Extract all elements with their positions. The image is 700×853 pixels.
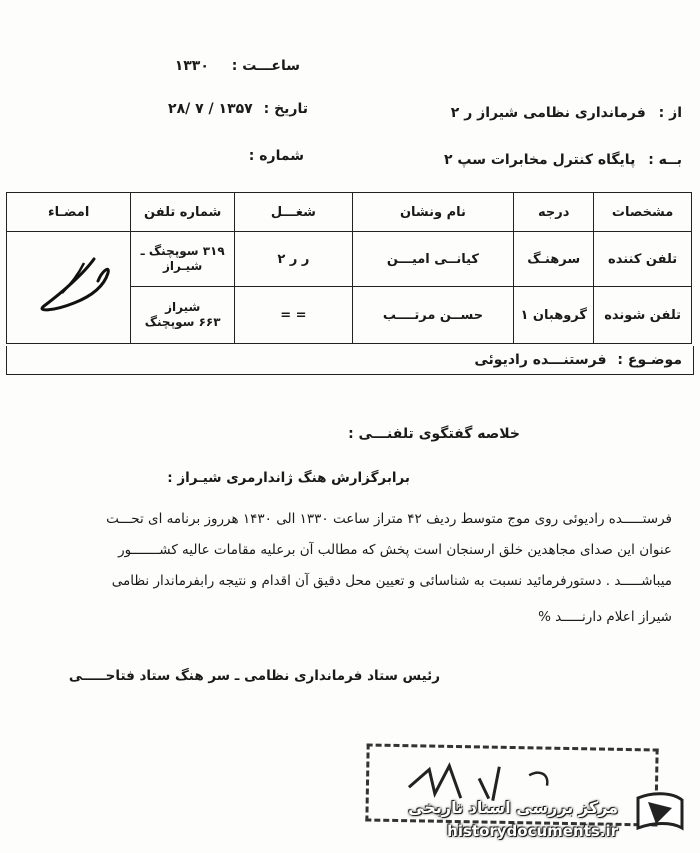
subject-label: موضـوع : فرستنـــده رادیوئی bbox=[474, 352, 682, 368]
col-header-phone: شماره تلفن bbox=[131, 193, 235, 232]
body-line-3: عنوان این صدای مجاهدین خلق ارسنجان است پخش که مطالب آن برعلیه مقامات عالیه کشـــــــور bbox=[118, 542, 672, 558]
col-header-job: شغـــل bbox=[235, 193, 353, 232]
signature-cell bbox=[7, 232, 131, 344]
time-label: ساعـــت : ۱۳۳۰ bbox=[174, 58, 300, 74]
table-row bbox=[7, 232, 692, 287]
col-header-rank: درجه bbox=[514, 193, 594, 232]
signature-line: رئیس ستاد فرمانداری نظامی ـ سر هنگ ستاد فتاحـــــی bbox=[68, 668, 440, 684]
caller-phone: ۳۱۹ سوپچنگ ـ شیـراز bbox=[131, 232, 235, 287]
summary-title: خلاصه گفتگوی تلفنـــی : bbox=[348, 426, 520, 442]
to-label: بــه : پایگاه کنترل مخابرات سپ ۲ bbox=[443, 152, 682, 168]
recipient-rank: گروهبان ۱ bbox=[514, 287, 594, 344]
recipient-phone: شیراز ۶۶۳ سوپچنگ bbox=[131, 287, 235, 344]
caller-rank: سرهنـگ bbox=[514, 232, 594, 287]
to-value: پایگاه کنترل مخابرات سپ ۲ bbox=[443, 152, 636, 168]
body-line-5: شیراز اعلام دارنـــــد % bbox=[538, 609, 672, 625]
from-value: فرمانداری نظامی شیراز ر ۲ bbox=[450, 105, 646, 121]
date-value: ۲۸/ ۷ / ۱۳۵۷ bbox=[168, 101, 253, 117]
body-line-1: برابرگزارش هنگ ژاندارمری شیـراز : bbox=[167, 470, 410, 486]
body-line-4: میباشـــــد . دستورفرمائید نسبت به شناسائی و تعیین محل دقیق آن اقدام و نتیجه رابفرماندار نظامی bbox=[111, 573, 672, 589]
col-header-signature: امضـاء bbox=[7, 193, 131, 232]
archive-logo-icon bbox=[632, 788, 688, 836]
col-header-name: نام ونشان bbox=[352, 193, 513, 232]
recipient-name: حســن مرتــــب bbox=[352, 287, 513, 344]
caller-job: ر ر ۲ bbox=[235, 232, 353, 287]
col-header-specs: مشخصات bbox=[594, 193, 692, 232]
time-value: ۱۳۳۰ bbox=[174, 58, 209, 74]
watermark-url: historydocuments.ir bbox=[447, 822, 618, 840]
recipient-job: = = bbox=[235, 287, 353, 344]
date-label: تاریخ : ۲۸/ ۷ / ۱۳۵۷ bbox=[168, 101, 308, 117]
body-line-2: فرستـــــده رادیوئی روی موج متوسط ردیف ۴۲ متراز ساعت ۱۳۳۰ الی ۱۴۳۰ هرروز برنامه ای تحـــت bbox=[106, 511, 672, 527]
from-label: از : فرمانداری نظامی شیراز ر ۲ bbox=[450, 105, 682, 121]
handwritten-signature-icon bbox=[24, 251, 114, 321]
caller-name: کیانــی امیـــن bbox=[352, 232, 513, 287]
subject-value: فرستنـــده رادیوئی bbox=[474, 352, 607, 368]
caller-label: تلفن کننده bbox=[594, 232, 692, 287]
call-info-table bbox=[6, 192, 692, 344]
watermark-title: مرکز بررسی اسناد تاریخی bbox=[408, 798, 618, 817]
number-label: شماره : bbox=[248, 148, 304, 164]
recipient-label: تلفن شونده bbox=[594, 287, 692, 344]
